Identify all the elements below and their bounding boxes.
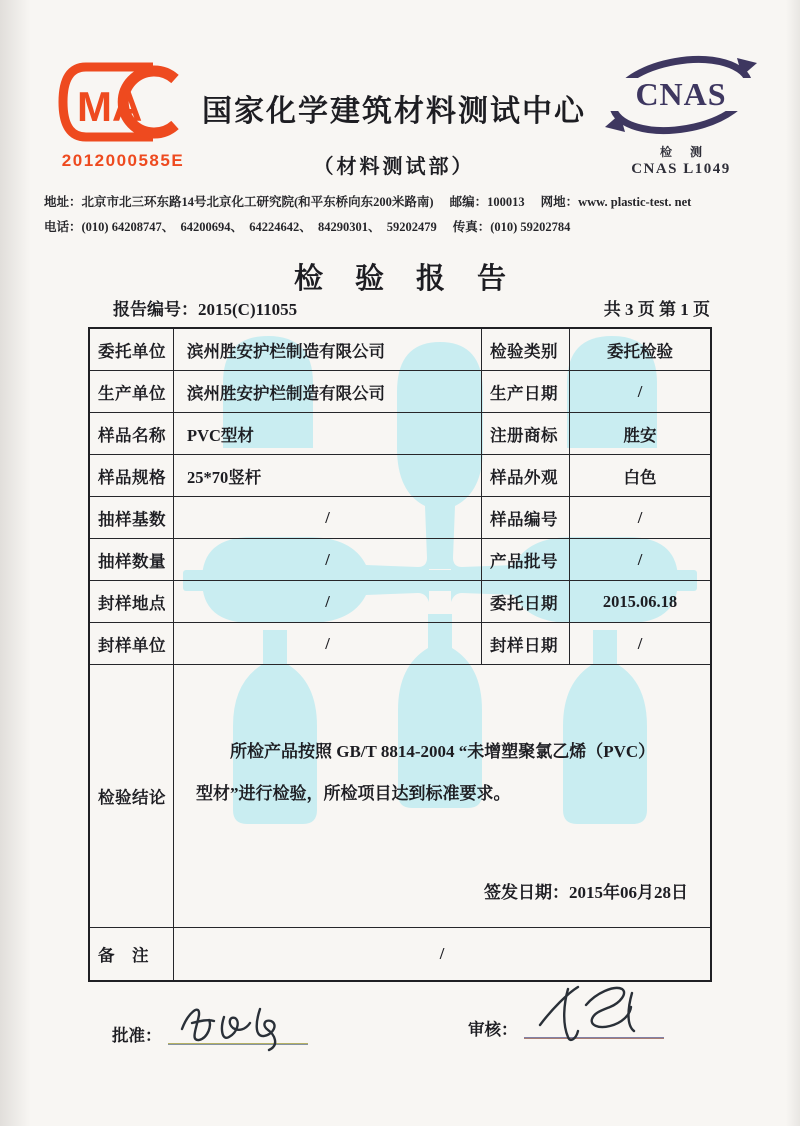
review-signature-line bbox=[524, 1037, 664, 1039]
cell-value: 委托检验 bbox=[607, 341, 673, 361]
cma-cert-number: 2012000585E bbox=[61, 151, 185, 170]
cell-value: / bbox=[174, 623, 482, 664]
cell-label: 封样地点 bbox=[90, 581, 174, 622]
web-label: 网地： bbox=[540, 195, 579, 209]
cnas-logo-icon bbox=[601, 50, 761, 142]
page-count: 共 3 页 第 1 页 bbox=[603, 300, 710, 319]
cell-label: 生产日期 bbox=[482, 371, 570, 412]
contact-block bbox=[44, 192, 760, 242]
conclusion-label: 检验结论 bbox=[90, 665, 174, 927]
remark-value: / bbox=[439, 944, 445, 963]
cell-label: 样品外观 bbox=[482, 455, 570, 496]
conclusion-row bbox=[90, 664, 710, 927]
cma-logo-icon bbox=[56, 60, 191, 144]
issue-date-value: 2015年06月28日 bbox=[569, 883, 688, 902]
cell-label: 检验类别 bbox=[482, 329, 570, 370]
remark-label: 备 注 bbox=[90, 928, 174, 980]
cell-value: / bbox=[174, 539, 482, 580]
report-table bbox=[88, 327, 712, 982]
cnas-cn-label: 检测 bbox=[659, 145, 720, 159]
cell-label: 样品编号 bbox=[482, 497, 570, 538]
table-row bbox=[90, 454, 710, 496]
cma-certification-mark bbox=[52, 60, 194, 171]
table-row bbox=[90, 580, 710, 622]
table-row bbox=[90, 538, 710, 580]
contact-line-2 bbox=[44, 217, 760, 235]
approve-signature-line bbox=[168, 1043, 308, 1045]
tel-value: (010) 64208747、 64200694、 64224642、 84290301、 59202479 bbox=[81, 220, 437, 234]
zip-label: 邮编： bbox=[449, 195, 488, 209]
review-label: 审核： bbox=[468, 1020, 518, 1039]
fax-value: (010) 59202784 bbox=[490, 220, 571, 234]
table-row bbox=[90, 329, 710, 370]
cnas-letters: CNAS bbox=[635, 76, 727, 112]
report-number-row bbox=[113, 295, 710, 320]
cell-value: / bbox=[637, 381, 643, 401]
cell-label: 产品批号 bbox=[482, 539, 570, 580]
tel-label: 电话： bbox=[44, 220, 82, 234]
approve-signature-icon bbox=[172, 995, 292, 1053]
cell-label: 抽样数量 bbox=[90, 539, 174, 580]
table-row bbox=[90, 370, 710, 412]
report-number-label: 报告编号： bbox=[113, 300, 198, 319]
addr-value: 北京市北三环东路14号北京化工研究院(和平东桥向东200米路南) bbox=[81, 195, 434, 209]
document-title: 检验报告 bbox=[293, 263, 538, 295]
cell-value: 白色 bbox=[623, 467, 657, 487]
issue-date bbox=[484, 878, 688, 903]
approve-label: 批准： bbox=[112, 1026, 162, 1045]
cnas-accreditation-mark bbox=[596, 50, 766, 178]
cell-value: 25*70竖杆 bbox=[174, 455, 482, 496]
cell-value: / bbox=[637, 507, 643, 527]
cnas-code: CNAS L1049 bbox=[631, 161, 731, 177]
approve-signature-block bbox=[112, 1022, 308, 1046]
cell-label: 委托单位 bbox=[90, 329, 174, 370]
report-number-value: 2015(C)11055 bbox=[198, 300, 298, 319]
cell-label: 封样日期 bbox=[482, 623, 570, 664]
review-signature-icon bbox=[528, 981, 658, 1047]
cell-value: 胜安 bbox=[623, 425, 657, 445]
cell-label: 样品名称 bbox=[90, 413, 174, 454]
contact-line-1 bbox=[44, 192, 760, 210]
cell-value: / bbox=[174, 581, 482, 622]
zip-value: 100013 bbox=[487, 195, 525, 209]
cell-label: 抽样基数 bbox=[90, 497, 174, 538]
addr-label: 地址： bbox=[44, 195, 82, 209]
conclusion-body bbox=[174, 665, 710, 927]
fax-label: 传真： bbox=[452, 220, 491, 234]
cell-label: 封样单位 bbox=[90, 623, 174, 664]
cell-label: 样品规格 bbox=[90, 455, 174, 496]
cell-value: / bbox=[637, 633, 643, 653]
org-name: 国家化学建筑材料测试中心 bbox=[202, 95, 586, 128]
remark-row bbox=[90, 927, 710, 980]
cell-value: / bbox=[174, 497, 482, 538]
report-number bbox=[113, 295, 297, 320]
table-row bbox=[90, 412, 710, 454]
conclusion-text-line2: 型材”进行检验，所检项目达到标准要求。 bbox=[196, 784, 511, 803]
cell-label: 生产单位 bbox=[90, 371, 174, 412]
cell-label: 委托日期 bbox=[482, 581, 570, 622]
review-signature-block bbox=[468, 1016, 664, 1040]
cma-letters: MA bbox=[76, 83, 142, 130]
cell-label: 注册商标 bbox=[482, 413, 570, 454]
web-value: www. plastic-test. net bbox=[578, 195, 692, 209]
dept-name: （材料测试部） bbox=[313, 156, 475, 178]
cell-value: 滨州胜安护栏制造有限公司 bbox=[174, 329, 482, 370]
cell-value: 滨州胜安护栏制造有限公司 bbox=[174, 371, 482, 412]
cell-value: PVC型材 bbox=[174, 413, 482, 454]
issue-date-label: 签发日期： bbox=[484, 883, 569, 902]
table-row bbox=[90, 622, 710, 664]
table-row bbox=[90, 496, 710, 538]
cell-value: / bbox=[637, 549, 643, 569]
cell-value: 2015.06.18 bbox=[602, 591, 678, 611]
conclusion-text-line1: 所检产品按照 GB/T 8814-2004 “未增塑聚氯乙烯（PVC） bbox=[230, 742, 656, 761]
header-titles bbox=[192, 86, 596, 179]
